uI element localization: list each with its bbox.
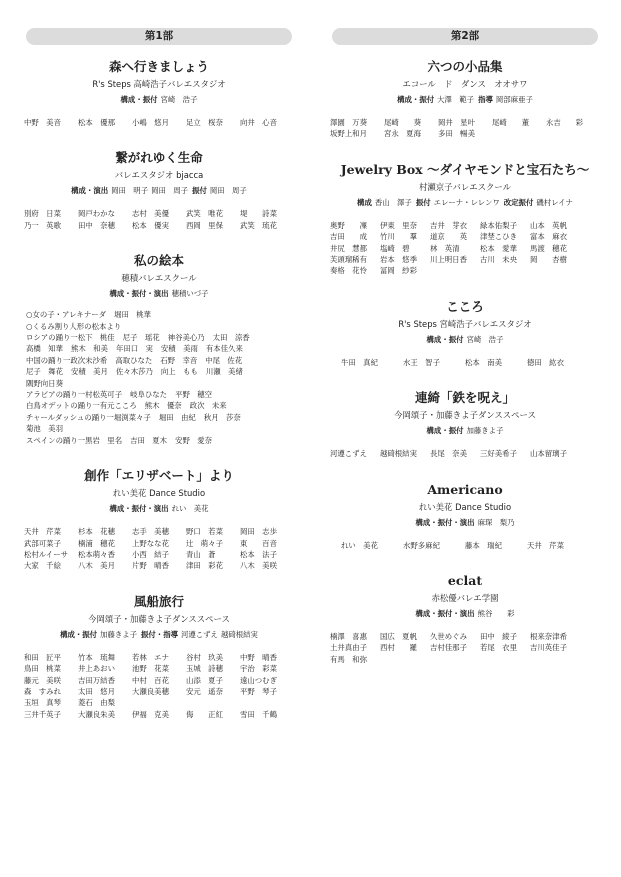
cast-name: 遠山つむぎ (240, 675, 277, 685)
cast-name: 楠浦 穂花 (78, 538, 115, 548)
cast-name: 三井千英子 (24, 709, 61, 719)
piece-staff (330, 95, 600, 105)
cast-name: 松本 優那 (78, 118, 115, 127)
cast-name: 松本 愛華 (480, 243, 517, 253)
cast-name (530, 654, 580, 665)
staff-name: 宮崎 浩子 (466, 334, 504, 344)
cast-name: 岡井 星叶 (438, 118, 475, 127)
role-name: ○くるみ割り人形の松本より (26, 321, 122, 331)
piece-staff (24, 289, 294, 299)
cast-name: 井尻 慧都 (330, 243, 367, 253)
cast-name: 堤 詩菜 (240, 209, 277, 219)
cast-name: 東 百音 (240, 538, 277, 548)
staff-role: 振付・指導 (141, 629, 178, 639)
cast-name: 有本佳久来 (205, 344, 243, 354)
staff-name: 磯村レイナ (536, 197, 573, 207)
cast-name: 松本 優実 (132, 220, 169, 230)
cast-name: 尾崎 葵 (384, 118, 421, 127)
cast-list (330, 357, 600, 368)
cast-name: 吉村佳那子 (430, 643, 467, 653)
cast-name: 長尾 奈美 (430, 449, 467, 459)
staff-role: 構成・演出 (71, 186, 109, 196)
cast-name (480, 265, 530, 276)
cast-name: 志村 美優 (132, 209, 169, 219)
piece-studio: 赤松優バレエ学園 (431, 593, 499, 604)
staff-role: 構成・振付 (120, 95, 158, 104)
cast-name: 足立 桜奈 (186, 118, 223, 127)
cast-list (330, 631, 600, 665)
cast-name (186, 697, 240, 708)
cast-name: 山添 夏子 (186, 675, 223, 685)
staff-role: 構成・振付 (426, 334, 464, 344)
role-name: 高橋 知華 (26, 344, 63, 354)
program-piece (330, 299, 600, 368)
cast-name: 別府 日菜 (24, 209, 61, 219)
piece-staff (330, 609, 600, 619)
piece-staff (330, 518, 600, 528)
staff-name: 加藤きよ子 (100, 629, 138, 639)
cast-list (24, 526, 294, 572)
cast-name: 西岡 里保 (186, 220, 223, 230)
cast-name: 吉田万結香 (78, 675, 115, 685)
staff-role: 改定振付 (503, 197, 534, 207)
piece-staff (24, 186, 294, 196)
staff-role: 構成・振付・演出 (415, 517, 475, 527)
cast-name: 竹本 琉舞 (78, 652, 115, 662)
cast-name: 塩崎 碧 (380, 243, 410, 253)
cast-name: 天井 芹菜 (527, 540, 564, 550)
cast-name: 野口 若菜 (186, 527, 223, 537)
cast-name: 水王 智子 (403, 357, 440, 367)
cast-name: 松本 法子 (240, 549, 277, 559)
cast-name: 富本 麻衣 (530, 232, 567, 242)
cast-list (330, 540, 600, 551)
cast-name: 有馬 和弥 (330, 654, 367, 664)
role-line (26, 309, 294, 320)
staff-name: エレーナ・レレンワ (433, 197, 500, 207)
cast-name: 田中 綾子 (480, 632, 517, 642)
cast-name: 岐阜ひなた (130, 390, 168, 400)
cast-name: 吉川英佳子 (530, 643, 567, 653)
cast-name: 大瀬良美穂 (132, 686, 169, 696)
role-name: 隅野向日葵 (26, 378, 63, 388)
staff-role: 指導 (478, 95, 493, 104)
cast-name: 平野 琴子 (240, 686, 277, 696)
cast-name: 緑本佑梨子 (480, 220, 517, 230)
cast-name: 安元 遥奈 (186, 686, 223, 696)
role-line (26, 400, 294, 411)
staff-role: 構成 (357, 197, 372, 207)
staff-role: 構成・振付 (426, 426, 464, 436)
piece-title: 風船旅行 (133, 593, 184, 609)
cast-name: れい 美花 (341, 540, 378, 550)
part2-program (330, 59, 600, 665)
cast-name: 太田 悠月 (78, 686, 115, 696)
cast-name: 藤元 美咲 (24, 675, 61, 685)
staff-role: 構成・振付・演出 (109, 289, 169, 299)
program-piece (24, 150, 294, 231)
cast-name (240, 697, 294, 708)
cast-name: 八木 美月 (78, 561, 115, 571)
piece-title: 連綺「鉄を呪え」 (414, 390, 515, 406)
cast-name: 安積 美雨 (160, 344, 198, 354)
staff-name: 大澤 範子 (437, 95, 475, 104)
cast-name: 宇治 彩菜 (240, 664, 277, 674)
role-name: 菊池 美羽 (26, 424, 63, 434)
staff-name: 穂積いづ子 (171, 289, 209, 299)
role-line (26, 389, 294, 400)
program-piece (330, 573, 600, 665)
cast-name: 熊木 優奈 (144, 401, 182, 411)
cast-name: 鳥田 桃菜 (24, 664, 61, 674)
cast-name: 奥野 凜 (330, 220, 367, 230)
cast-name: 道京 英 (430, 232, 467, 242)
cast-name: 伊東 里奈 (380, 220, 417, 230)
cast-name: 年田口 実 (115, 344, 153, 354)
piece-staff (24, 95, 294, 105)
staff-name: 加藤きよ子 (466, 426, 504, 436)
cast-name: 奏格 花怜 (330, 266, 367, 276)
cast-name: 津田 彩花 (186, 561, 223, 571)
cast-name: 伊福 克美 (132, 709, 169, 719)
cast-name: 岡田 志歩 (240, 527, 277, 537)
cast-name: 楠澤 喜惠 (330, 632, 367, 642)
cast-name: 岩本 悠季 (380, 255, 417, 265)
cast-name: 武部可菜子 (24, 538, 61, 548)
cast-name: 松村ルイーサ (24, 549, 68, 559)
cast-list (330, 220, 600, 277)
piece-title: 六つの小品集 (427, 59, 503, 74)
piece-studio: R's Steps 高崎浩子バレエスタジオ (92, 79, 226, 89)
cast-name: 三好美希子 (480, 449, 517, 459)
piece-studio: 村瀬京子バレエスクール (419, 181, 511, 192)
cast-name (430, 265, 480, 276)
staff-role: 振付 (192, 186, 207, 196)
cast-name: 秋月 莎奈 (203, 412, 241, 422)
program-piece (24, 59, 294, 128)
staff-name: れい 美花 (171, 504, 209, 514)
cast-name: 向上 もも (160, 367, 198, 377)
piece-staff (24, 504, 294, 514)
cast-name: 若林 エナ (132, 652, 169, 662)
cast-name: 永吉 彩 (546, 118, 583, 127)
cast-name: 小西 結子 (132, 549, 169, 559)
part1-program (24, 59, 294, 720)
part2-header: 第2部 (332, 28, 598, 45)
cast-name: 安野 愛奈 (175, 435, 213, 445)
piece-studio: バレエスタジオ bjacca (114, 170, 204, 181)
cast-name: 津埜こひき (480, 232, 517, 242)
cast-name: 山本 英帆 (530, 220, 567, 230)
role-name: アラビアの踊り一村松英可子 (26, 390, 123, 400)
cast-name: 堀田 由紀 (158, 412, 196, 422)
cast-name: 林 英清 (430, 243, 460, 253)
role-name: ○女の子・アレキナーダ (26, 310, 107, 320)
cast-name: 吉田 成 (330, 232, 367, 242)
cast-name: 水野多麻紀 (403, 540, 440, 550)
cast-name (530, 265, 580, 276)
staff-name: 河遵こずえ (180, 629, 218, 639)
staff-name: 香山 澤子 (374, 197, 412, 207)
cast-name: 武笑 唯花 (186, 209, 223, 219)
cast-roles (24, 309, 294, 446)
cast-name: 志手 美穂 (132, 527, 169, 537)
staff-name: 麻琛 梨乃 (477, 517, 515, 527)
cast-name: 菱石 由梨 (78, 698, 115, 708)
cast-name: 高取ひなた (115, 355, 153, 365)
cast-name: 中村 百花 (132, 675, 169, 685)
piece-staff (330, 198, 600, 208)
cast-name (430, 654, 480, 665)
cast-name: 向井 心音 (240, 118, 277, 127)
piece-title: Americano (427, 481, 503, 497)
cast-name (380, 654, 430, 665)
cast-name: 松本萌々香 (78, 549, 115, 559)
cast-name: 川上明日香 (430, 255, 467, 265)
staff-role: 構成・振付 (60, 629, 98, 639)
cast-name: 久世めぐみ (430, 632, 467, 642)
program-piece (330, 59, 600, 140)
piece-title: 森へ行きましょう (108, 59, 209, 74)
cast-list (24, 652, 294, 720)
staff-name: 岡田 周子 (209, 186, 247, 196)
cast-name: 小嶋 悠月 (132, 118, 169, 127)
staff-role: 構成・振付 (397, 95, 435, 104)
cast-name: 中尾 佐花 (205, 355, 243, 365)
cast-name: 山本留璃子 (530, 449, 567, 459)
piece-title: 創作「エリザベート」より (84, 468, 234, 484)
part1-header: 第1部 (26, 28, 292, 45)
cast-name: 吉田 夏木 (130, 435, 168, 445)
piece-staff (330, 335, 600, 345)
cast-name: 馬渡 穂花 (530, 243, 567, 253)
piece-staff (330, 426, 600, 436)
cast-name: 吉井 芽衣 (430, 220, 467, 230)
piece-staff (24, 630, 294, 640)
cast-name: 河遵こずえ (330, 449, 367, 459)
cast-name: 土井真由子 (330, 643, 367, 653)
role-line (26, 343, 294, 354)
cast-name: 古川 未央 (480, 255, 517, 265)
staff-role: 振付 (415, 197, 431, 207)
program-piece (24, 253, 294, 446)
cast-name: 松本 南美 (465, 357, 502, 367)
piece-studio: れい美花 Dance Studio (112, 488, 206, 499)
role-line (26, 332, 294, 343)
cast-list (24, 208, 294, 231)
program-piece (330, 390, 600, 459)
cast-name: 尼子 瑶花 (122, 333, 160, 343)
cast-name: 和田 匠平 (24, 652, 61, 662)
part2-column (330, 28, 600, 687)
cast-name: 堀田 桃華 (114, 310, 152, 320)
cast-name: 乃一 英歌 (24, 220, 61, 230)
role-name: 中国の踊り一政次未沙希 (26, 355, 108, 365)
cast-name: 芙頭瑠稀有 (330, 255, 367, 265)
cast-name: 宮永 夏海 (384, 129, 421, 139)
cast-name: 片野 晴香 (132, 561, 169, 571)
staff-name: 岡田 明子 (111, 186, 149, 196)
piece-studio: R's Steps 宮崎浩子バレエスタジオ (398, 318, 532, 329)
piece-title: eclat (447, 573, 483, 589)
cast-name: 太田 涼香 (212, 333, 250, 343)
cast-name: 玉垣 真琴 (24, 698, 61, 708)
piece-title: Jewelry Box 〜ダイヤモンドと宝石たち〜 (340, 161, 590, 177)
cast-name: 上野なな花 (132, 538, 169, 548)
cast-name: 澤園 万葵 (330, 118, 367, 127)
cast-name: 西村 羅 (380, 643, 417, 653)
cast-name: 尾崎 董 (492, 118, 529, 127)
cast-name: 大瀬良朱美 (78, 709, 115, 719)
cast-name: 竹川 羣 (380, 232, 417, 242)
piece-studio: 今岡頌子・加藤きよ子ダンススペース (88, 613, 230, 624)
cast-name: 武笑 琉花 (240, 220, 277, 230)
piece-studio: れい美花 Dance Studio (418, 501, 512, 512)
cast-name: 中野 美音 (24, 118, 61, 127)
staff-name: 岡田 周子 (151, 186, 189, 196)
role-line (26, 423, 294, 434)
staff-name: 宮崎 浩子 (160, 95, 198, 104)
program-piece (330, 162, 600, 277)
piece-title: 繋がれゆく生命 (115, 150, 203, 166)
cast-name: 雪田 千鶴 (240, 709, 277, 719)
program-piece (330, 482, 600, 551)
staff-name: 熊谷 彩 (477, 609, 515, 619)
cast-name: 多田 暢美 (438, 129, 475, 139)
program-piece (24, 468, 294, 572)
cast-list (330, 117, 600, 140)
role-line (26, 435, 294, 446)
staff-name: 越碕根結実 (220, 629, 258, 639)
staff-role: 構成・振付・演出 (415, 609, 475, 619)
cast-name: 神谷美心乃 (167, 333, 205, 343)
part1-column (24, 28, 294, 742)
role-name: チャールダッシュの踊り一堀渕菜々子 (26, 412, 151, 422)
piece-studio: 穂積バレエスクール (121, 273, 197, 284)
staff-name: 岡部麻亜子 (495, 95, 533, 104)
cast-name: 辻 萌々子 (186, 538, 223, 548)
cast-name: 中野 晴香 (240, 652, 277, 662)
role-name: ロシアの踊り一松下 桃佳 (26, 333, 115, 343)
piece-title: 私の絵本 (133, 253, 184, 269)
piece-studio: エコール ド ダンス オオサワ (402, 79, 528, 89)
cast-name: 天井 芹菜 (24, 527, 61, 537)
cast-name: 谷村 玖美 (186, 652, 223, 662)
cast-name: 国広 夏帆 (380, 632, 417, 642)
program-piece (24, 594, 294, 720)
cast-name: 井上あおい (78, 664, 115, 674)
role-line (26, 321, 294, 332)
role-name: 尼子 舞花 (26, 367, 63, 377)
cast-name: 藤本 瑞紀 (465, 540, 502, 550)
cast-name (480, 654, 530, 665)
cast-name: 池野 花菜 (132, 664, 169, 674)
role-name: 白鳥オデットの踊り一有元こころ (26, 401, 137, 411)
cast-name: 坂野上和月 (330, 129, 367, 139)
cast-name: 大家 千絵 (24, 561, 61, 571)
cast-name: 岡戸わかな (78, 209, 115, 219)
piece-title: こころ (446, 298, 484, 314)
staff-role: 構成・振付・演出 (109, 504, 169, 514)
cast-name: 杉本 花穂 (78, 527, 115, 537)
cast-name: 石野 幸音 (160, 355, 198, 365)
cast-name: 佐々木莎乃 (115, 367, 153, 377)
cast-name: 岡 杏樹 (530, 255, 567, 265)
cast-list (24, 117, 294, 128)
cast-name: 青山 蒼 (186, 549, 216, 559)
cast-name: 政次 未来 (189, 401, 227, 411)
cast-name: 川瀬 美緒 (205, 367, 243, 377)
cast-name: 徳田 紘衣 (527, 357, 564, 367)
role-line (26, 378, 294, 389)
cast-name: 侮 正紅 (186, 709, 223, 719)
cast-name: 若尾 衣里 (480, 643, 517, 653)
cast-name: 根来奈津希 (530, 632, 567, 642)
cast-name: 牛田 真紀 (341, 357, 378, 367)
role-line (26, 412, 294, 423)
role-line (26, 355, 294, 366)
cast-name: 冨岡 紗彩 (380, 266, 417, 276)
cast-name: 玉城 詩穂 (186, 664, 223, 674)
cast-list (330, 448, 600, 459)
cast-name: 八木 美咲 (240, 561, 277, 571)
role-name: スペインの踊り一黒岩 里名 (26, 435, 123, 445)
piece-studio: 今岡頌子・加藤きよ子ダンススペース (394, 410, 536, 421)
cast-name: 安積 美月 (70, 367, 108, 377)
cast-name: 平野 穂空 (175, 390, 213, 400)
cast-name: 越碕根結実 (380, 449, 417, 459)
cast-name: 田中 奈穂 (78, 220, 115, 230)
cast-name: 森 すみれ (24, 686, 61, 696)
role-line (26, 366, 294, 377)
cast-name: 熊木 和美 (70, 344, 108, 354)
cast-name (132, 697, 186, 708)
